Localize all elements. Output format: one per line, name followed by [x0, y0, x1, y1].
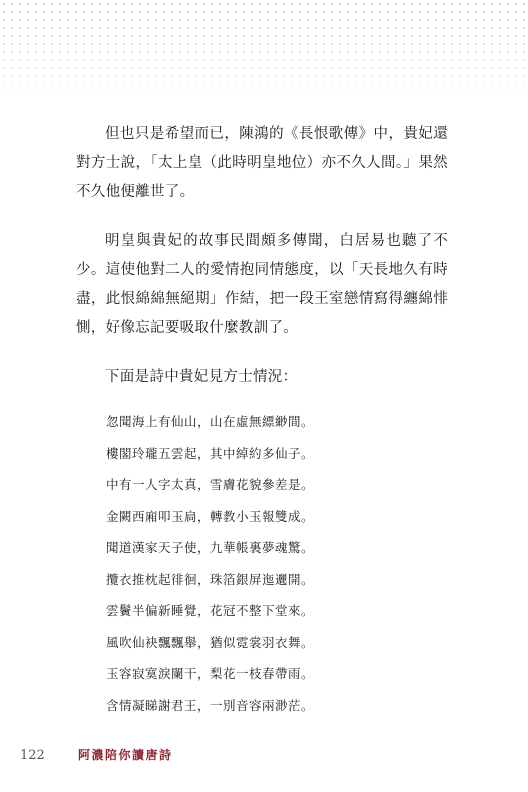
poem-line: 中有一人字太真，雪膚花貌參差是。: [106, 477, 315, 492]
poem-excerpt: [76, 406, 448, 721]
poem-line: 雲鬢半偏新睡覺，花冠不整下堂來。: [106, 603, 315, 618]
poem-line: 攬衣推枕起徘徊，珠箔銀屏迤邐開。: [106, 571, 315, 587]
poem-line: 金闕西廂叩玉扃，轉教小玉報雙成。: [106, 508, 315, 524]
poem-line: 玉容寂寞淚闌干，梨花一枝春帶雨。: [106, 666, 315, 681]
poem-line: 聞道漢家天子使，九華帳裏夢魂驚。: [106, 540, 315, 555]
paragraph-2: 明皇與貴妃的故事民間頗多傳聞，白居易也聽了不少。這使他對二人的愛情抱同情態度，以「天長地久有時盡，此恨綿綿無絕期」作結，把一段王室戀情寫得纏綿悱惻，好像忘記要吸取什麼教訓了。: [76, 233, 448, 336]
poem-line: 樓閣玲瓏五雲起，其中綽約多仙子。: [106, 445, 315, 461]
poem-line: 含情凝睇謝君王，一別音容兩渺茫。: [106, 697, 315, 713]
page-body: [76, 120, 448, 721]
poem-line: 風吹仙袂飄飄舉，猶似霓裳羽衣舞。: [106, 634, 315, 650]
paragraph-1: 但也只是希望而已，陳鴻的《長恨歌傳》中，貴妃還對方士說，「太上皇（此時明皇地位）亦不久人間。」果然不久他便離世了。: [76, 126, 448, 200]
decorative-dot-pattern: [0, 0, 528, 100]
page-number: 122: [20, 748, 45, 763]
book-title: 阿濃陪你讀唐詩: [78, 748, 173, 762]
poem-intro: 下面是詩中貴妃見方士情況：: [105, 369, 298, 385]
poem-line: 忽聞海上有仙山，山在虛無縹緲間。: [106, 414, 315, 429]
page-footer: [20, 746, 173, 763]
